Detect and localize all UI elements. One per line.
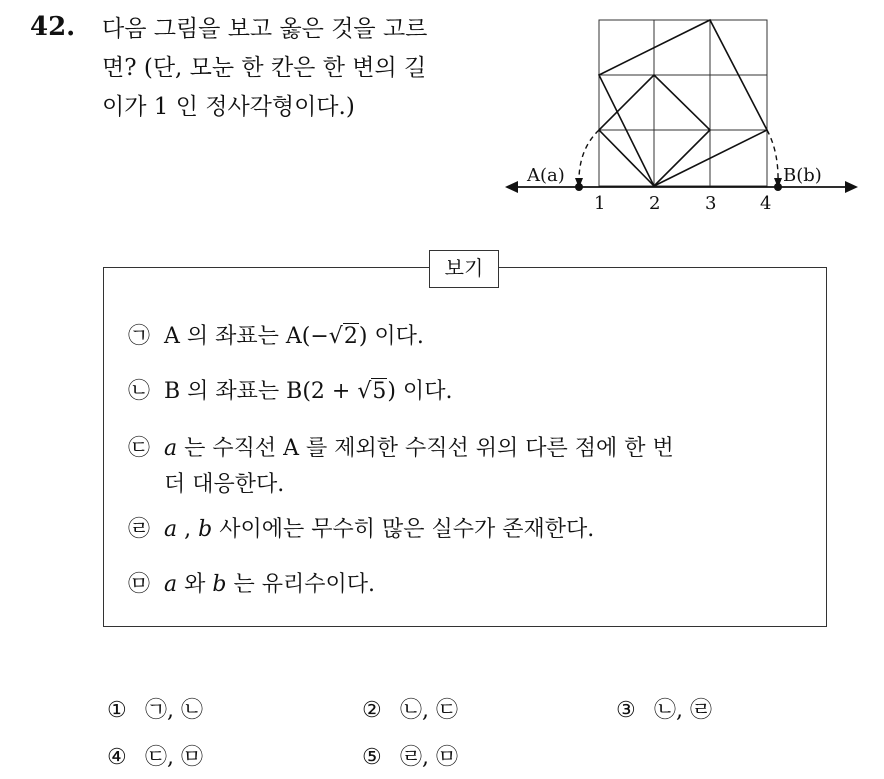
choice-number: ②	[362, 698, 382, 723]
right-arrowhead	[845, 181, 858, 193]
point-b-label: B(b)	[783, 165, 822, 186]
tick-label-1: 1	[594, 193, 606, 214]
tick-label-2: 2	[649, 193, 661, 214]
statement-4: ㉣ a , b 사이에는 무수히 많은 실수가 존재한다.	[128, 512, 594, 548]
choice-text: ㉠, ㉡	[145, 698, 203, 723]
statement-continuation: 더 대응한다.	[164, 472, 285, 497]
tick-label-3: 3	[705, 193, 717, 214]
question-line-3: 이가 1 인 정사각형이다.)	[102, 94, 355, 120]
choice-2[interactable]	[362, 693, 458, 724]
statement-mark: ㉠	[128, 324, 151, 349]
statement-text: 사이에는 무수히 많은 실수가 존재한다.	[212, 517, 595, 542]
question-line-2: 면? (단, 모눈 한 칸은 한 변의 길	[102, 55, 427, 81]
arcs	[579, 130, 778, 184]
choice-text: ㉣, ㉤	[400, 745, 458, 770]
statement-text: A 의 좌표는 A(−	[164, 324, 329, 349]
bogi-label: 보기	[429, 250, 499, 288]
question-line-1: 다음 그림을 보고 옳은 것을 고르	[102, 16, 428, 42]
question-number: 42.	[30, 12, 76, 42]
arc-to-b	[767, 130, 778, 184]
statement-mark: ㉡	[128, 379, 151, 404]
statement-1: ㉠ A 의 좌표는 A(−√2) 이다.	[128, 319, 424, 355]
statement-mark: ㉤	[128, 572, 151, 597]
statement-text: B 의 좌표는 B(2 +	[164, 379, 358, 404]
choice-number: ③	[616, 698, 636, 723]
arc-to-a	[579, 130, 599, 184]
statement-mark: ㉣	[128, 517, 151, 542]
choice-number: ⑤	[362, 745, 382, 770]
choice-text: ㉢, ㉤	[145, 745, 203, 770]
statement-5: ㉤ a 와 b 는 유리수이다.	[128, 567, 375, 603]
statement-mark: ㉢	[128, 436, 151, 461]
statement-text: 는 수직선 A 를 제외한 수직선 위의 다른 점에 한 번	[177, 436, 674, 461]
choice-number: ④	[107, 745, 127, 770]
statement-text: 는 유리수이다.	[226, 572, 375, 597]
point-a-label: A(a)	[527, 165, 565, 186]
sqrt-symbol: √5	[357, 379, 387, 404]
choice-4[interactable]	[107, 740, 203, 771]
choice-3[interactable]	[616, 693, 712, 724]
choice-text: ㉡, ㉣	[654, 698, 712, 723]
choice-number: ①	[107, 698, 127, 723]
choice-1[interactable]	[107, 693, 203, 724]
statement-2: ㉡ B 의 좌표는 B(2 + √5) 이다.	[128, 374, 452, 410]
squares	[599, 20, 767, 186]
grid-number-line-figure	[500, 0, 884, 230]
point-b-dot	[774, 183, 782, 191]
left-arrowhead	[505, 181, 518, 193]
choice-5[interactable]	[362, 740, 458, 771]
statement-3: ㉢ a 는 수직선 A 를 제외한 수직선 위의 다른 점에 한 번 더 대응한다.	[128, 431, 674, 503]
question-text	[102, 10, 482, 127]
tick-label-4: 4	[760, 193, 772, 214]
sqrt-symbol: √2	[328, 324, 358, 349]
point-a-dot	[575, 183, 583, 191]
choice-text: ㉡, ㉢	[400, 698, 458, 723]
